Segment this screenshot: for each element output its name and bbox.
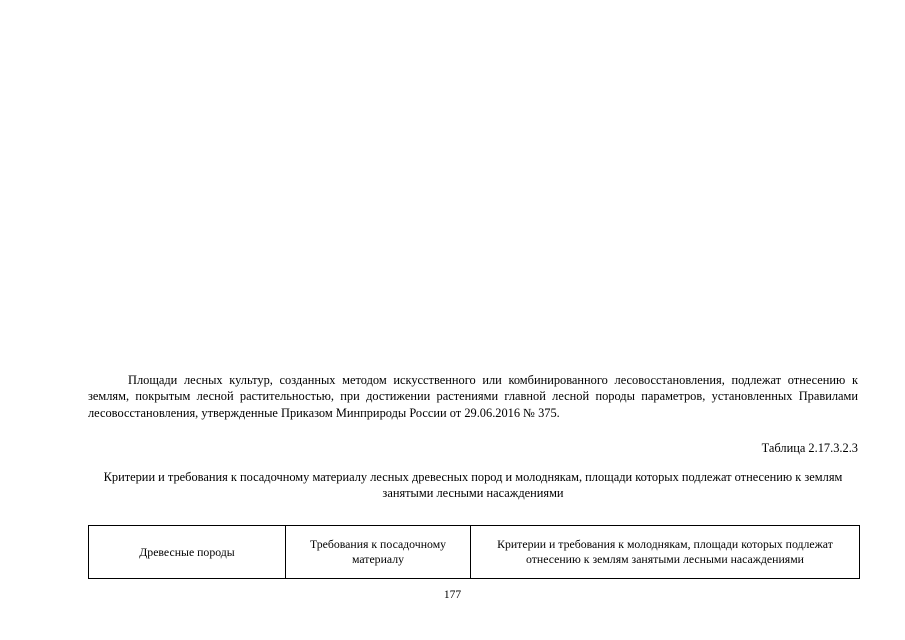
table-title: Критерии и требования к посадочному материалу лесных древесных пород и молоднякам, площади которых подлежат отнесению к землям занятыми лесными насаждениями — [103, 470, 843, 500]
criteria-table — [88, 525, 860, 579]
table-label: Таблица 2.17.3.2.3 — [761, 441, 858, 455]
table-header-row — [89, 526, 860, 579]
header-planting-material: Требования к посадочному материалу — [286, 526, 471, 579]
page-number: 177 — [443, 589, 462, 601]
body-paragraph: Площади лесных культур, созданных методом искусственного или комбинированного лесовосстановления, подлежат отнесению к землям, покрытым лесной растительностью, при достижении растениями главной лесной породы параметров, установленных Правилами лесовосстановления, утвержденные Приказом Минприроды России от 29.06.2016 № 375. — [88, 373, 858, 420]
header-species: Древесные породы — [89, 526, 286, 579]
header-young-stands-criteria: Критерии и требования к молоднякам, площади которых подлежат отнесению к землям занятыми лесными насаждениями — [471, 526, 860, 579]
